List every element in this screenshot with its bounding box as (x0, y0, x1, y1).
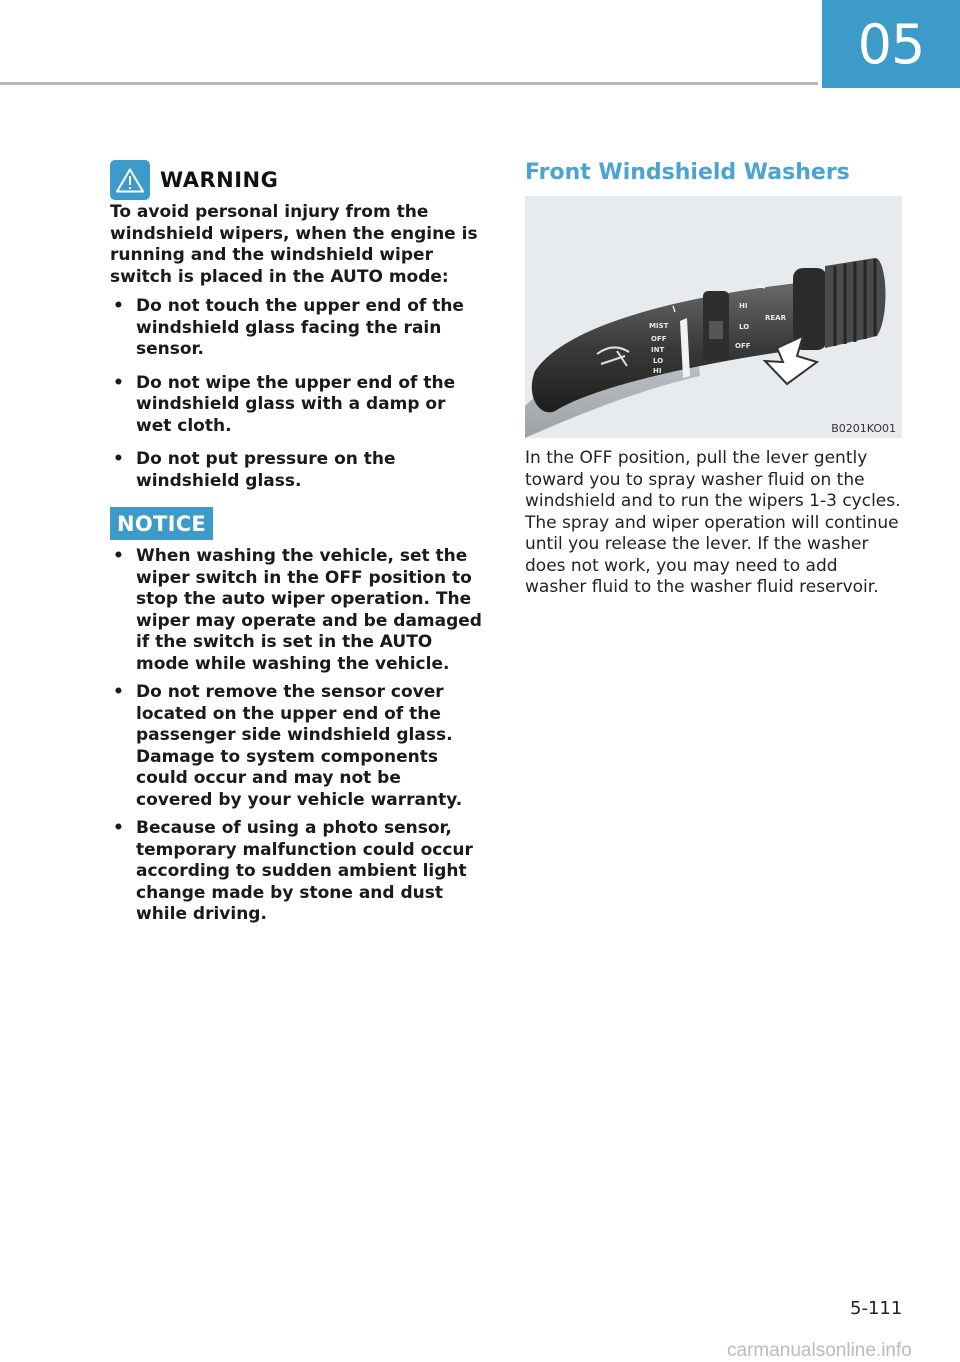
chapter-tab: 05 (822, 0, 960, 88)
label-hi-right: HI (739, 302, 748, 310)
bullet-dot: • (113, 818, 124, 838)
bullet-dot: • (113, 682, 124, 702)
header-rule (0, 82, 818, 85)
list-item: • When washing the vehicle, set the wiper switch in the OFF position to stop the auto wiper operation. The wiper may operate and be damaged if the switch is set in the AUTO mode while washing the vehicle. (113, 546, 482, 674)
bullet-dot: • (113, 372, 124, 393)
watermark: carmanualsonline.info (727, 1340, 912, 1361)
section-title: Front Windshield Washers (525, 160, 850, 185)
notice-list (110, 546, 482, 926)
label-hi: HI (653, 367, 662, 375)
page-number: 5-111 (850, 1298, 903, 1319)
label-int: INT (651, 346, 665, 354)
list-item: • Because of using a photo sensor, temporary malfunction could occur according to sudden ambient light change made by stone and dust while driving. (113, 818, 473, 924)
wiper-lever-figure (525, 196, 902, 438)
warning-list (110, 296, 482, 492)
bullet-dot: • (113, 449, 124, 469)
list-item: • Do not touch the upper end of the windshield glass facing the rain sensor. (113, 296, 464, 359)
label-lo: LO (653, 357, 664, 365)
warning-intro: To avoid personal injury from the windshield wipers, when the engine is running and the windshield wiper switch is placed in the AUTO mode: (110, 202, 478, 287)
list-item: • Do not wipe the upper end of the windshield glass with a damp or wet cloth. (113, 372, 456, 436)
label-off: OFF (651, 335, 667, 343)
warning-triangle-icon (110, 160, 150, 200)
label-rear: REAR (765, 314, 786, 322)
bullet-dot: • (113, 546, 124, 566)
warning-title: WARNING (160, 168, 279, 192)
notice-badge: NOTICE (110, 507, 213, 540)
list-item: • Do not remove the sensor cover located on the upper end of the passenger side windshield glass. Damage to system components could occur and may not be covered by your vehicle warranty. (113, 682, 463, 810)
list-item: • Do not put pressure on the windshield glass. (113, 449, 396, 491)
bullet-dot: • (113, 296, 124, 316)
label-mist: MIST (649, 322, 669, 330)
section-body: In the OFF position, pull the lever gently toward you to spray washer fluid on the windshield and to run the wipers 1-3 cycles. The spray and wiper operation will continue until you release the lever. If the washer does not work, you may need to add washer fluid to the washer fluid reservoir. (525, 448, 901, 597)
wiper-lever-illustration (525, 196, 902, 438)
warning-body (110, 202, 482, 504)
warning-heading (110, 160, 278, 200)
label-lo-right: LO (739, 323, 750, 331)
label-off-right: OFF (735, 342, 751, 350)
figure-caption: B0201KO01 (831, 422, 896, 435)
notice-body (110, 546, 482, 933)
